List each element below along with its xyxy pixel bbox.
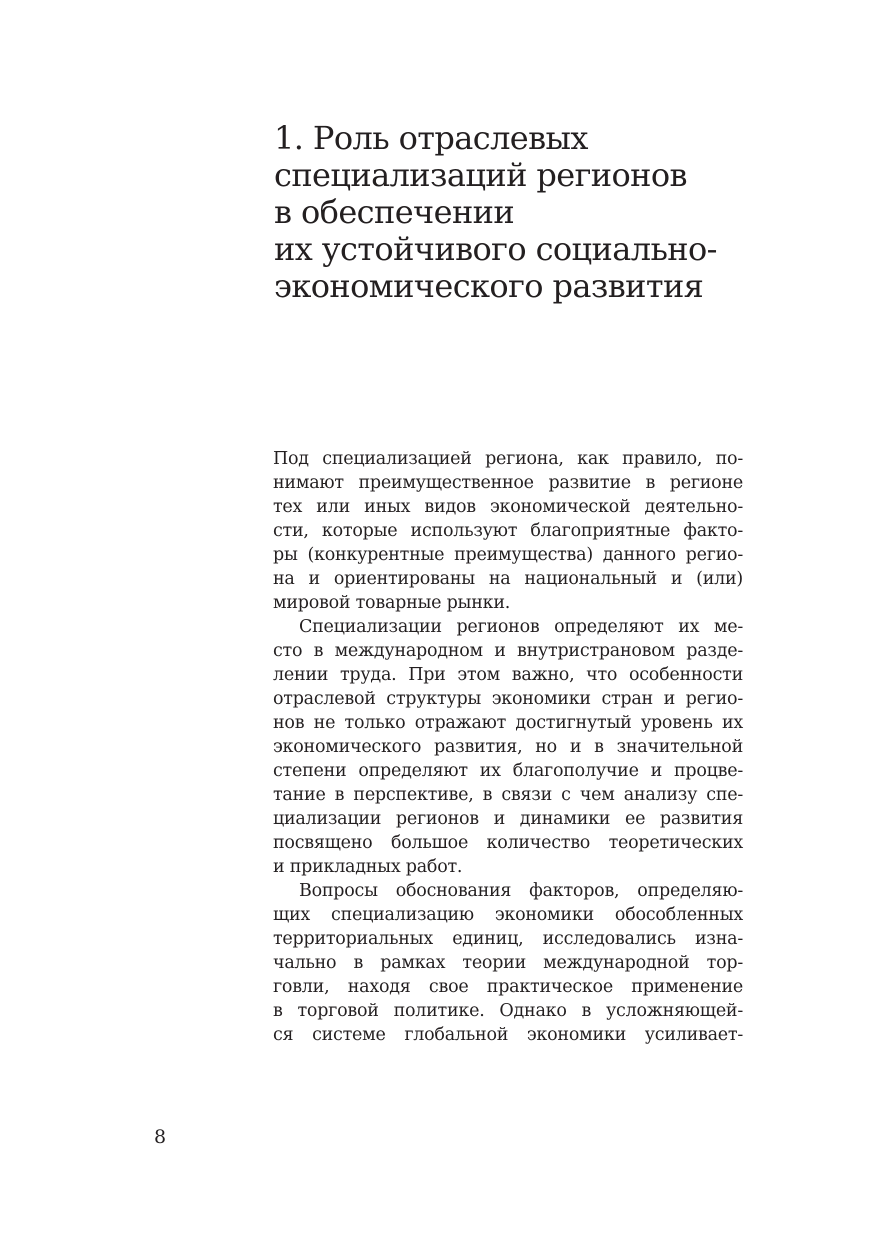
text-line: циализации регионов и динамики ее развития — [273, 809, 743, 829]
chapter-title-line: 1. Роль отраслевых — [274, 119, 588, 157]
chapter-title-line: их устойчивого социально- — [274, 230, 717, 268]
text-line: экономического развития, но и в значительной — [273, 737, 743, 757]
text-line: Вопросы обоснования факторов, определяю- — [299, 881, 743, 901]
text-line: говли, находя свое практическое применение — [273, 977, 743, 997]
text-line: сто в международном и внутристрановом разде- — [273, 641, 743, 661]
body-text — [273, 447, 743, 1047]
chapter-title-line: в обеспечении — [274, 193, 515, 231]
paragraph-1 — [273, 447, 743, 615]
text-line: ры (конкурентные преимущества) данного регио- — [273, 545, 743, 565]
text-line: отраслевой структуры экономики стран и регио- — [273, 689, 743, 709]
text-line: сти, которые используют благоприятные факто- — [273, 521, 743, 541]
text-line: ся системе глобальной экономики усиливает- — [273, 1025, 743, 1045]
text-line: мировой товарные рынки. — [273, 593, 511, 613]
text-line: чально в рамках теории международной тор- — [273, 953, 743, 973]
text-line: тех или иных видов экономической деятельно- — [273, 497, 743, 517]
chapter-title-line: специализаций регионов — [274, 156, 687, 194]
text-line: тание в перспективе, в связи с чем анализу спе- — [273, 785, 743, 805]
text-line: территориальных единиц, исследовались изна- — [273, 929, 743, 949]
chapter-title-line: экономического развития — [274, 267, 704, 305]
text-line: Под специализацией региона, как правило, по- — [273, 449, 743, 469]
text-line: на и ориентированы на национальный и (или) — [273, 569, 743, 589]
text-line: лении труда. При этом важно, что особенности — [273, 665, 743, 685]
paragraph-3 — [273, 879, 743, 1047]
chapter-title — [274, 120, 774, 305]
text-line: Специализации регионов определяют их ме- — [299, 617, 743, 637]
text-line: щих специализацию экономики обособленных — [273, 905, 743, 925]
text-line: нов не только отражают достигнутый уровень их — [273, 713, 743, 733]
text-line: степени определяют их благополучие и процве- — [273, 761, 743, 781]
text-line: нимают преимущественное развитие в регионе — [273, 473, 743, 493]
text-line: посвящено большое количество теоретических — [273, 833, 743, 853]
page-number: 8 — [154, 1126, 167, 1148]
text-line: в торговой политике. Однако в усложняющей- — [273, 1001, 743, 1021]
text-line: и прикладных работ. — [273, 857, 463, 877]
paragraph-2 — [273, 615, 743, 879]
